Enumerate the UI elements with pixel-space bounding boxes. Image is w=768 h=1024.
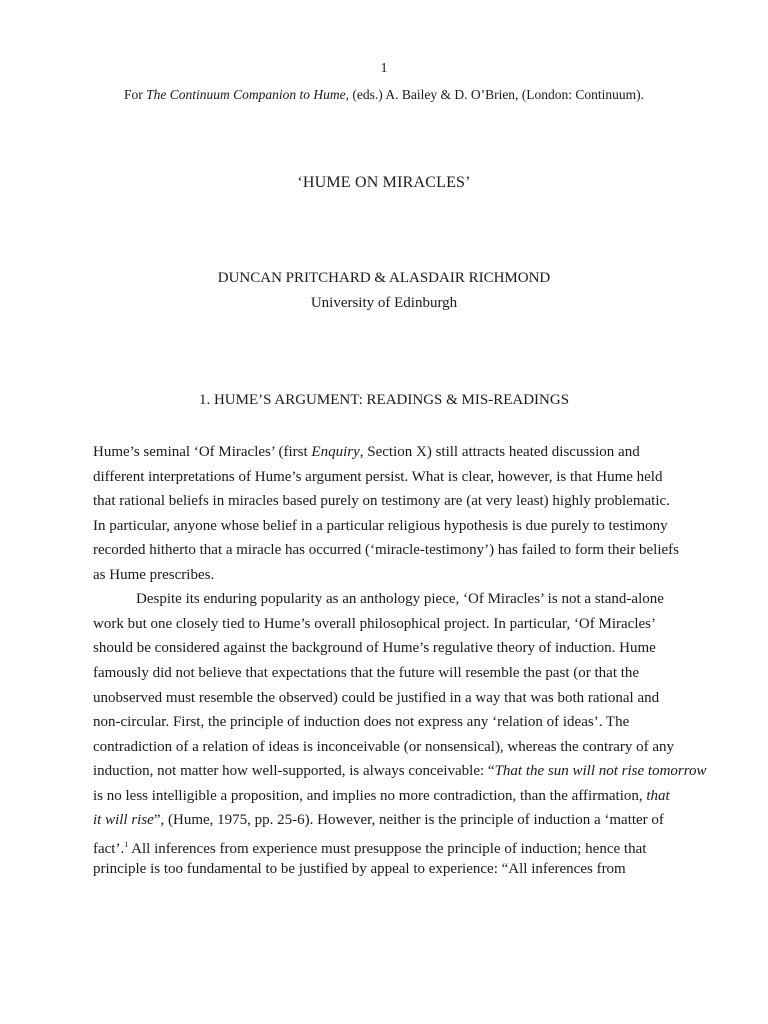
citation-book-title: The Continuum Companion to Hume bbox=[146, 87, 346, 102]
body-line: should be considered against the background of Hume’s regulative theory of induction. Hume bbox=[93, 640, 656, 656]
text-run-italic: That the sun will not rise tomorrow bbox=[494, 763, 707, 779]
text-run: All inferences from experience must presuppose the principle of induction; hence that bbox=[128, 841, 647, 857]
section-heading: 1. HUME’S ARGUMENT: READINGS & MIS-READINGS bbox=[198, 392, 570, 408]
body-line: In particular, anyone whose belief in a particular religious hypothesis is due purely to testimony bbox=[93, 518, 668, 534]
text-run-italic: that bbox=[646, 788, 670, 804]
body-line: as Hume prescribes. bbox=[93, 567, 215, 583]
body-line: that rational beliefs in miracles based purely on testimony are (at very least) highly problematic. bbox=[93, 493, 670, 509]
body-line bbox=[93, 811, 664, 829]
citation-prefix: For bbox=[123, 87, 147, 102]
page-number: 1 bbox=[380, 61, 388, 76]
body-line: recorded hitherto that a miracle has occurred (‘miracle-testimony’) has failed to form their beliefs bbox=[93, 542, 679, 558]
text-run: , Section X) still attracts heated discussion and bbox=[359, 444, 640, 460]
body-line bbox=[93, 443, 640, 461]
author-affiliation: University of Edinburgh bbox=[310, 295, 458, 311]
body-line: contradiction of a relation of ideas is inconceivable (or nonsensical), whereas the contrary of any bbox=[93, 739, 675, 755]
body-line: famously did not believe that expectations that the future will resemble the past (or that the bbox=[93, 665, 640, 681]
text-run-italic: it will rise bbox=[93, 812, 154, 828]
text-run: fact’. bbox=[93, 841, 125, 857]
body-line bbox=[93, 762, 707, 780]
body-line: Despite its enduring popularity as an anthology piece, ‘Of Miracles’ is not a stand-alone bbox=[136, 591, 664, 607]
text-run-italic: Enquiry bbox=[311, 444, 360, 460]
footnote-marker[interactable]: 1 bbox=[124, 840, 129, 849]
body-line: different interpretations of Hume’s argument persist. What is clear, however, is that Hume held bbox=[93, 469, 663, 485]
body-line: principle is too fundamental to be justified by appeal to experience: “All inferences from bbox=[93, 861, 626, 877]
text-run: is no less intelligible a proposition, and implies no more contradiction, than the affirmation, bbox=[93, 788, 647, 804]
body-line: unobserved must resemble the observed) could be justified in a way that was both rational and bbox=[93, 690, 660, 706]
body-line bbox=[93, 836, 646, 858]
paper-title: ‘HUME ON MIRACLES’ bbox=[297, 174, 471, 191]
author-names: DUNCAN PRITCHARD & ALASDAIR RICHMOND bbox=[217, 270, 551, 286]
citation-note bbox=[0, 87, 768, 103]
body-line bbox=[93, 787, 670, 805]
body-line: work but one closely tied to Hume’s overall philosophical project. In particular, ‘Of Miracles’ bbox=[93, 616, 656, 632]
text-run: induction, not matter how well-supported, is always conceivable: “ bbox=[93, 763, 495, 779]
text-run: Hume’s seminal ‘Of Miracles’ (first bbox=[93, 444, 312, 460]
citation-suffix: , (eds.) A. Bailey & D. O’Brien, (London: Continuum). bbox=[345, 87, 645, 102]
body-line: non-circular. First, the principle of induction does not express any ‘relation of ideas’. The bbox=[93, 714, 630, 730]
text-run: ”, (Hume, 1975, pp. 25-6). However, neither is the principle of induction a ‘matter of bbox=[153, 812, 664, 828]
